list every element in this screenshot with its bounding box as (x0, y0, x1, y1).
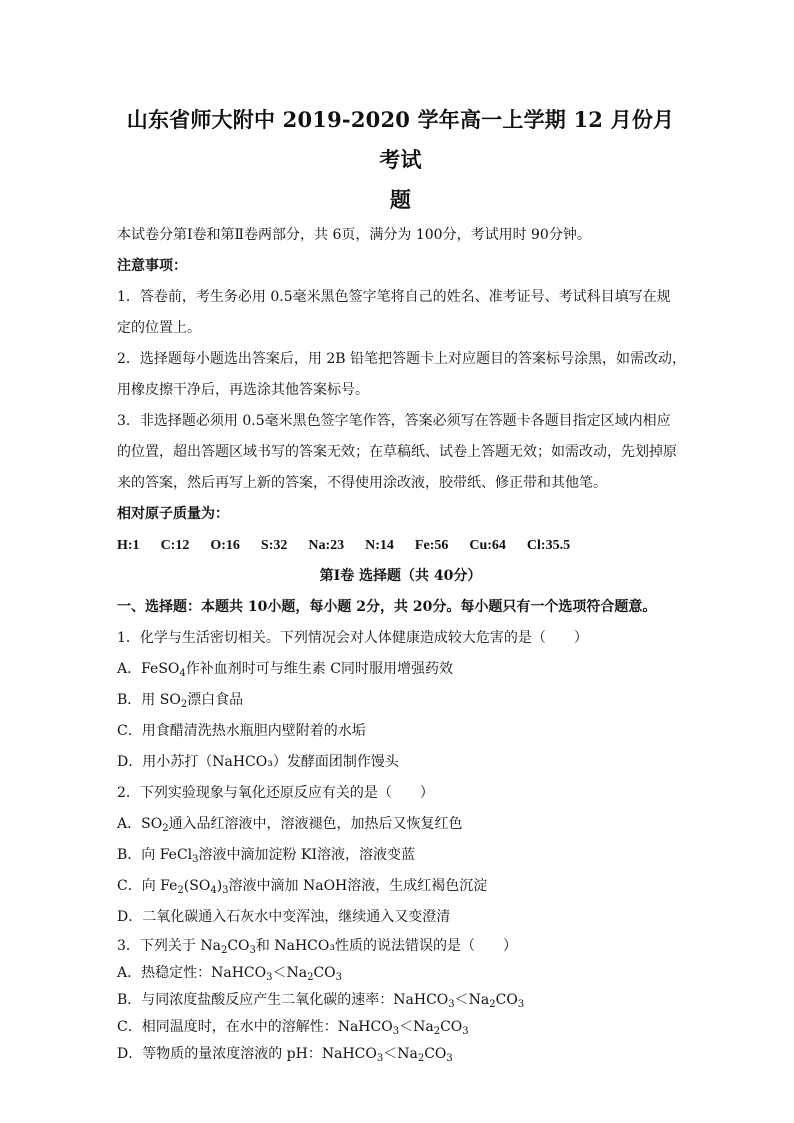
question-3-stem (117, 933, 684, 960)
text-run: 溶液中滴加淀粉 KI溶液，溶液变蓝 (198, 847, 415, 863)
question-1 (117, 623, 684, 778)
subscript: 3 (448, 999, 455, 1010)
notice-2-line-1: 2．选择题每小题选出答案后，用 2B 铅笔把答题卡上对应题目的答案标号涂黑，如需改动， (117, 351, 687, 367)
atomic-mass-item: O:16 (210, 538, 240, 553)
question-2-option-c (117, 871, 684, 902)
subscript: 3 (335, 972, 343, 983)
question-2 (117, 778, 684, 933)
question-1-option-b (117, 685, 684, 716)
question-2-option-b (117, 840, 684, 871)
text-run: C．向 Fe (117, 878, 178, 894)
notice-3-line-2: 的位置，超出答题区域书写的答案无效；在草稿纸、试卷上答题无效；如需改动，先划掉原 (117, 444, 677, 460)
text-run: 和 NaHCO₃性质的说法错误的是（ ） (255, 938, 517, 954)
text-run: 3．下列关于 Na (117, 938, 221, 954)
notice-3-line-3: 来的答案，然后再写上新的答案，不得使用涂改液，胶带纸、修正带和其他笔。 (117, 475, 607, 491)
text-run: ＜Na (383, 1046, 418, 1062)
subscript: 3 (392, 1026, 400, 1037)
question-2-option-d: D．二氧化碳通入石灰水中变浑浊，继续通入又变澄清 (117, 909, 451, 925)
subscript: 2 (433, 1026, 441, 1037)
text-run: (SO (183, 878, 211, 894)
subscript: 3 (462, 1026, 469, 1037)
atomic-mass-list (117, 530, 684, 561)
page-title (117, 0, 684, 220)
subscript: 2 (307, 972, 314, 983)
question-3-option-b (117, 987, 684, 1014)
text-run: 漂白食品 (187, 692, 244, 708)
atomic-mass-item: Na:23 (308, 538, 345, 553)
text-run: CO (424, 1046, 447, 1062)
atomic-mass-item: C:12 (160, 538, 190, 553)
text-run: ＜Na (399, 1019, 434, 1035)
text-run: B．用 SO (117, 692, 181, 708)
subscript: 3 (222, 885, 229, 896)
notice-2-line-2: 用橡皮擦干净后，再选涂其他答案标号。 (117, 382, 369, 398)
text-run: CO (495, 992, 518, 1008)
atomic-mass-item: Cl:35.5 (526, 538, 571, 553)
text-run: 溶液中滴加 NaOH溶液，生成红褐色沉淀 (228, 878, 488, 894)
question-3 (117, 933, 684, 1068)
subscript: 3 (192, 854, 199, 865)
notice-1-line-2: 定的位置上。 (117, 320, 201, 336)
question-3-option-d (117, 1041, 684, 1068)
text-run: ＜Na (272, 965, 308, 981)
subscript: 2 (417, 1053, 425, 1064)
subscript: 4 (179, 668, 186, 679)
text-run: D．等物质的量浓度溶液的 pH：NaHCO (117, 1046, 377, 1062)
text-run: 通入品红溶液中，溶液褪色，加热后又恢复红色 (168, 816, 463, 832)
text-run: A．热稳定性：NaHCO (117, 965, 267, 981)
question-2-stem: 2．下列实验现象与氧化还原反应有关的是（ ） (117, 785, 434, 801)
subscript: 2 (180, 699, 188, 710)
part-heading: 一、选择题：本题共 10小题，每小题 2分，共 20分。每小题只有一个选项符合题意。 (117, 599, 657, 615)
text-run: CO (227, 938, 250, 954)
atomic-mass-item: N:14 (365, 538, 394, 553)
title-line-1: 山东省师大附中 2019-2020 学年高一上学期 12 月份月考试 (126, 107, 675, 172)
text-run: CO (313, 965, 336, 981)
atomic-heading: 相对原子质量为： (117, 506, 229, 522)
subscript: 3 (266, 972, 273, 983)
subscript: 3 (446, 1053, 453, 1064)
text-run: B．与同浓度盐酸反应产生二氧化碳的速率：NaHCO (117, 992, 449, 1008)
question-3-option-c (117, 1014, 684, 1041)
question-1-option-c: C．用食醋清洗热水瓶胆内壁附着的水垢 (117, 723, 366, 739)
question-1-stem: 1．化学与生活密切相关。下列情况会对人体健康造成较大危害的是（ ） (117, 630, 588, 646)
title-line-2: 题 (389, 187, 412, 212)
notice-list (117, 282, 687, 499)
subscript: 4 (210, 885, 217, 896)
notice-1-line-1: 1．答卷前，考生务必用 0.5毫米黑色签字笔将自己的姓名、准考证号、考试科目填写在规 (117, 289, 671, 305)
atomic-mass-item: Cu:64 (469, 538, 506, 553)
question-3-option-a (117, 960, 684, 987)
text-run: CO (440, 1019, 463, 1035)
question-1-option-d: D．用小苏打（NaHCO₃）发酵面团制作馒头 (117, 754, 399, 770)
atomic-mass-item: Fe:56 (414, 538, 449, 553)
text-run: ＜Na (454, 992, 490, 1008)
text-run: ) (216, 878, 223, 894)
text-run: 作补血剂时可与维生素 C同时服用增强药效 (185, 661, 453, 677)
intro-text: 本试卷分第Ⅰ卷和第Ⅱ卷两部分，共 6页，满分为 100分，考试用时 90分钟。 (117, 227, 591, 243)
notice-heading: 注意事项： (117, 258, 187, 274)
subscript: 2 (177, 885, 184, 896)
text-run: A．FeSO (117, 661, 180, 677)
question-2-option-a (117, 809, 684, 840)
text-run: B．向 FeCl (117, 847, 193, 863)
subscript: 2 (162, 823, 169, 834)
text-run: A．SO (117, 816, 163, 832)
section-title: 第Ⅰ卷 选择题（共 40分） (319, 568, 482, 584)
subscript: 2 (220, 945, 228, 956)
subscript: 3 (517, 999, 525, 1010)
question-1-option-a (117, 654, 684, 685)
text-run: C．相同温度时，在水中的溶解性：NaHCO (117, 1019, 393, 1035)
subscript: 3 (376, 1053, 384, 1064)
atomic-mass-item: S:32 (260, 538, 288, 553)
atomic-mass-item: H:1 (117, 538, 140, 553)
subscript: 3 (249, 945, 256, 956)
subscript: 2 (489, 999, 496, 1010)
notice-3-line-1: 3．非选择题必须用 0.5毫米黑色签字笔作答，答案必须写在答题卡各题目指定区域内相应 (117, 413, 671, 429)
